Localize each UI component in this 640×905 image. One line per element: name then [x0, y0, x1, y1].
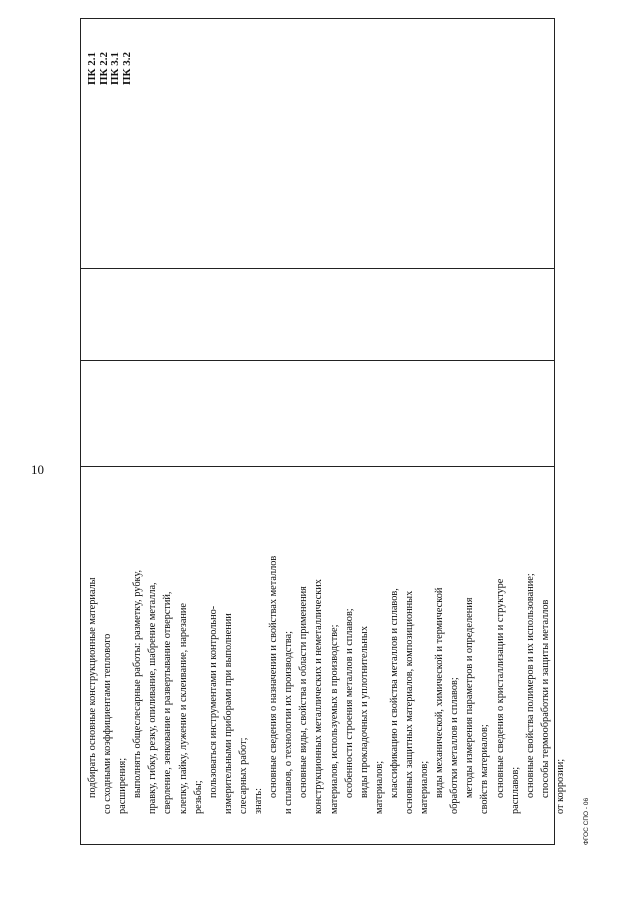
text-line: свойств материалов; [479, 724, 491, 814]
text-line: обработки металлов и сплавов; [449, 677, 461, 814]
text-line: классификацию и свойства металлов и сплавов, [388, 588, 400, 798]
text-line: основные виды, свойства и области применения [298, 586, 310, 798]
text-line: основные свойства полимеров и их использование; [524, 573, 536, 798]
competency-code: ПК 2.2 [97, 51, 110, 85]
text-line: пользоваться инструментами и контрольно- [207, 605, 219, 798]
text-line: сверление, зенкование и развертывание отверстий, [162, 591, 174, 814]
text-line: методы измерения параметров и определения [464, 597, 476, 798]
competency-code: ПК 3.1 [109, 51, 121, 85]
text-line: правку, гибку, резку, опиливание, шабрение металла, [147, 582, 159, 814]
text-line: резьбы; [192, 780, 204, 814]
text-line: основных защитных материалов, композиционных [403, 590, 415, 814]
competency-codes-list [87, 52, 133, 85]
text-line: выполнять общеслесарные работы: разметку, рубку, [132, 569, 144, 798]
document-footer: ФГОС СПО - 06 [583, 797, 590, 845]
text-line: подбирать основные конструкционные материалы [87, 577, 98, 798]
text-line: особенности строения металлов и сплавов; [343, 608, 355, 798]
text-line: клепку, пайку, лужение и склеивание, нарезание [177, 603, 189, 814]
text-line: знать: [253, 788, 265, 814]
table-divider [81, 466, 554, 467]
competency-code: ПК 3.2 [120, 51, 133, 85]
text-line: основные сведения о кристаллизации и структуре [494, 578, 506, 798]
text-line: конструкционных металлических и неметаллических [313, 579, 325, 814]
competency-codes-cell [87, 52, 133, 85]
text-line: со сходными коэффициентами теплового [102, 633, 114, 814]
table-divider [81, 360, 554, 361]
text-line: материалов; [419, 760, 431, 814]
text-line: материалов; [373, 760, 385, 814]
text-line: материалов, используемых в производстве; [328, 624, 340, 814]
skills-knowledge-cell [85, 556, 568, 814]
text-line: расширения; [117, 757, 129, 814]
text-line: виды прокладочных и уплотнительных [358, 626, 370, 798]
text-line: измерительными приборами при выполнении [222, 613, 234, 814]
text-line: слесарных работ; [237, 737, 249, 814]
text-line: основные сведения о назначении и свойствах металлов [268, 555, 280, 798]
text-line: расплавов; [509, 766, 521, 814]
skills-knowledge-text [85, 556, 568, 814]
competency-table [80, 18, 566, 845]
text-line: виды механической, химической и термической [434, 587, 446, 798]
table-divider [81, 268, 554, 269]
page-number: 10 [31, 462, 44, 477]
text-line: от коррозии; [554, 758, 566, 814]
competency-code: ПК 2.1 [86, 51, 98, 85]
text-line: способы термообработки и защиты металлов [539, 599, 551, 798]
text-line: и сплавов, о технологии их производства; [283, 631, 295, 814]
